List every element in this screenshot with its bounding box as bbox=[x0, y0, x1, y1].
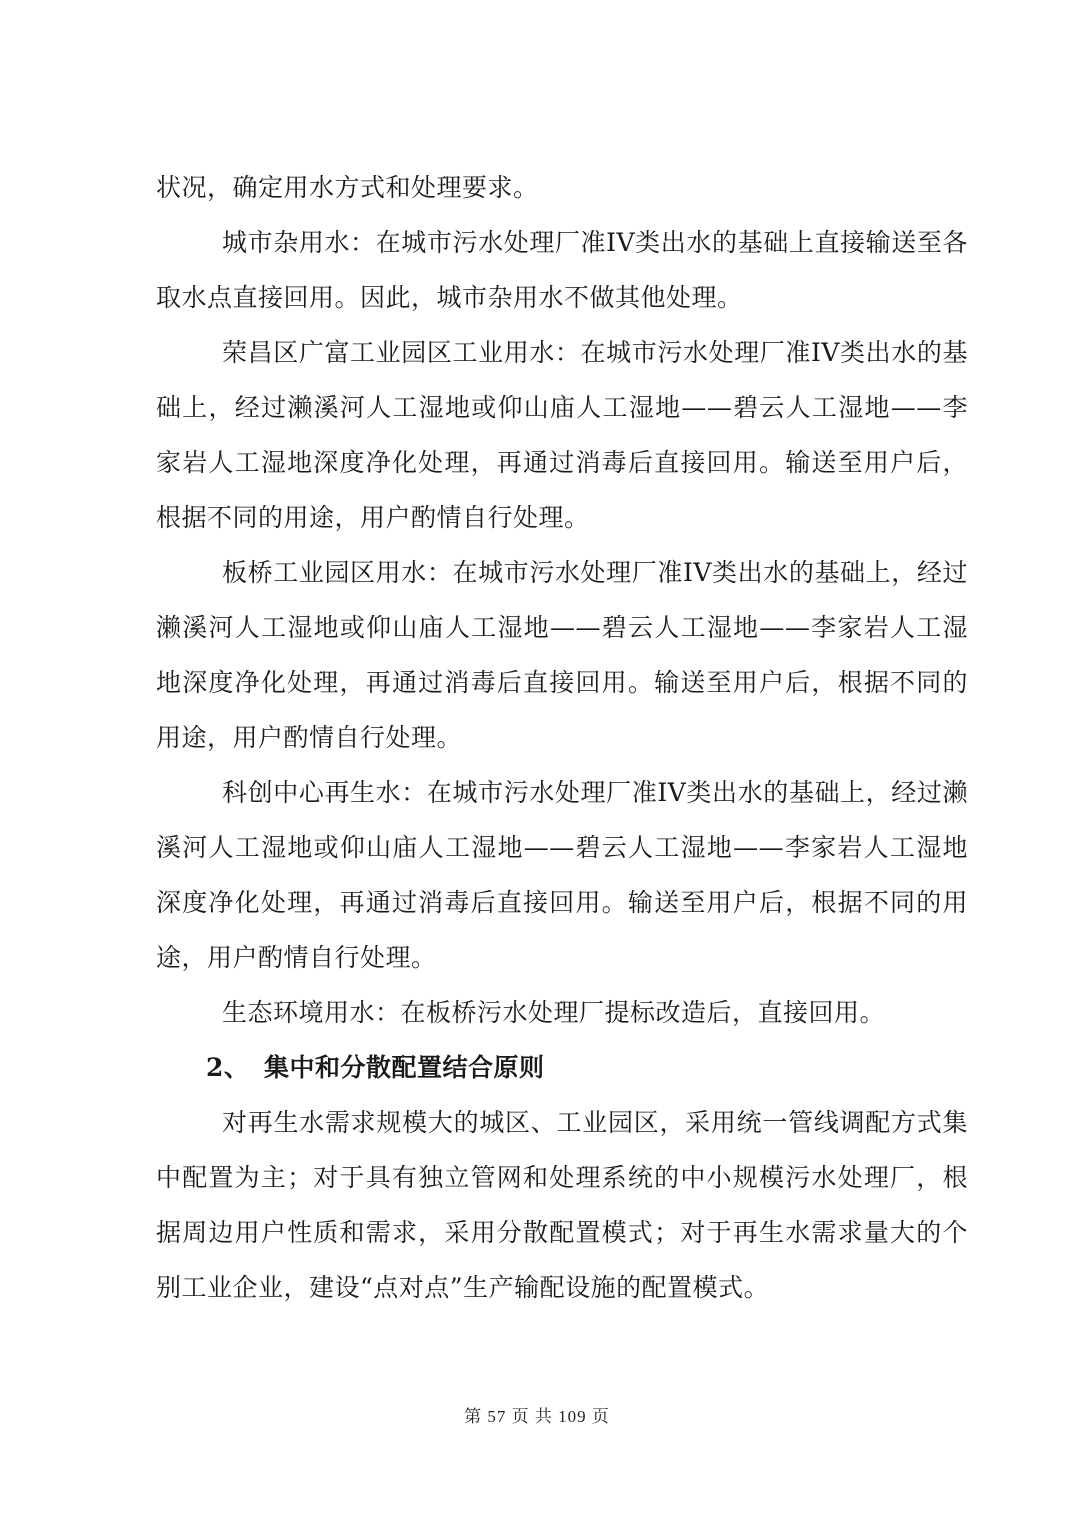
paragraph-innovation-center-water: 科创中心再生水：在城市污水处理厂准IV类出水的基础上，经过濑溪河人工湿地或仰山庙人工湿地——碧云人工湿地——李家岩人工湿地深度净化处理，再通过消毒后直接回用。输送至用户后，根据不同的用途，用户酌情自行处理。 bbox=[156, 778, 968, 972]
section-heading bbox=[156, 1040, 968, 1095]
paragraph-urban-misc-water: 城市杂用水：在城市污水处理厂准IV类出水的基础上直接输送至各取水点直接回用。因此，城市杂用水不做其他处理。 bbox=[156, 228, 968, 312]
section-number: 2、 bbox=[206, 1053, 250, 1082]
paragraph-ecological-water: 生态环境用水：在板桥污水处理厂提标改造后，直接回用。 bbox=[222, 998, 886, 1027]
page-footer: 第 57 页 共 109 页 bbox=[464, 1407, 610, 1426]
section-title: 集中和分散配置结合原则 bbox=[264, 1053, 545, 1082]
paragraph-rongchang-industrial-water: 荣昌区广富工业园区工业用水：在城市污水处理厂准IV类出水的基础上，经过濑溪河人工湿地或仰山庙人工湿地——碧云人工湿地——李家岩人工湿地深度净化处理，再通过消毒后直接回用。输送至用户后，根据不同的用途，用户酌情自行处理。 bbox=[156, 338, 968, 532]
paragraph-banqiao-industrial-water: 板桥工业园区用水：在城市污水处理厂准IV类出水的基础上，经过濑溪河人工湿地或仰山庙人工湿地——碧云人工湿地——李家岩人工湿地深度净化处理，再通过消毒后直接回用。输送至用户后，根据不同的用途，用户酌情自行处理。 bbox=[156, 558, 968, 752]
paragraph-allocation-principle: 对再生水需求规模大的城区、工业园区，采用统一管线调配方式集中配置为主；对于具有独立管网和处理系统的中小规模污水处理厂，根据周边用户性质和需求，采用分散配置模式；对于再生水需求量大的个别工业企业，建设“点对点”生产输配设施的配置模式。 bbox=[156, 1108, 968, 1302]
paragraph-continuation: 状况，确定用水方式和处理要求。 bbox=[156, 173, 539, 202]
body-text bbox=[156, 160, 968, 1315]
